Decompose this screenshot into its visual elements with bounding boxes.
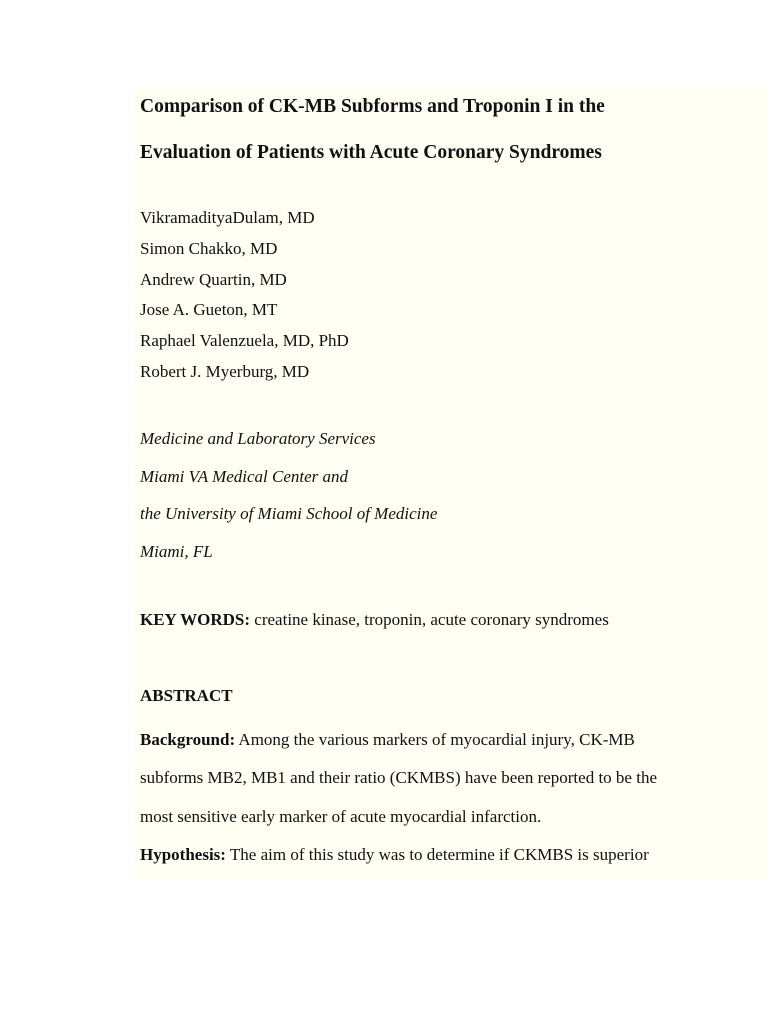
- affiliation-line-2: Miami VA Medical Center and: [140, 466, 349, 486]
- paper-title: [140, 96, 750, 164]
- hypothesis-text: The aim of this study was to determine if CKMBS is superior: [225, 845, 649, 865]
- affiliation-line-1: Medicine and Laboratory Services: [140, 428, 376, 448]
- background-label: Background:: [140, 729, 236, 749]
- affiliation-block: [140, 420, 750, 571]
- abstract-heading: ABSTRACT: [140, 685, 233, 705]
- background-line-1: [140, 721, 750, 760]
- author-5: Raphael Valenzuela, MD, PhD: [140, 331, 349, 351]
- author-4: Jose A. Gueton, MT: [140, 300, 278, 320]
- affiliation-line-3: the University of Miami School of Medicine: [140, 504, 438, 524]
- abstract-body: [140, 721, 750, 875]
- author-6: Robert J. Myerburg, MD: [140, 361, 310, 381]
- background-line-3: most sensitive early marker of acute myocardial infarction.: [140, 806, 542, 826]
- author-list: [140, 203, 750, 388]
- background-text-1: Among the various markers of myocardial injury, CK-MB: [235, 729, 635, 749]
- affiliation-line-4: Miami, FL: [140, 542, 213, 562]
- author-1: VikramadityaDulam, MD: [140, 208, 315, 227]
- author-2: Simon Chakko, MD: [140, 238, 278, 258]
- background-line-2: subforms MB2, MB1 and their ratio (CKMBS) have been reported to be the: [140, 768, 657, 788]
- hypothesis-label: Hypothesis:: [140, 845, 226, 865]
- keywords-text: creatine kinase, troponin, acute coronary syndromes: [250, 609, 609, 629]
- keywords-label: KEY WORDS:: [140, 609, 251, 629]
- author-3: Andrew Quartin, MD: [140, 269, 287, 289]
- keywords-line: [140, 608, 750, 632]
- hypothesis-line: [140, 836, 750, 875]
- document-content: [140, 96, 750, 875]
- title-line-1: Comparison of CK-MB Subforms and Troponin I in the: [140, 96, 605, 117]
- title-line-2: Evaluation of Patients with Acute Coronary Syndromes: [140, 142, 602, 163]
